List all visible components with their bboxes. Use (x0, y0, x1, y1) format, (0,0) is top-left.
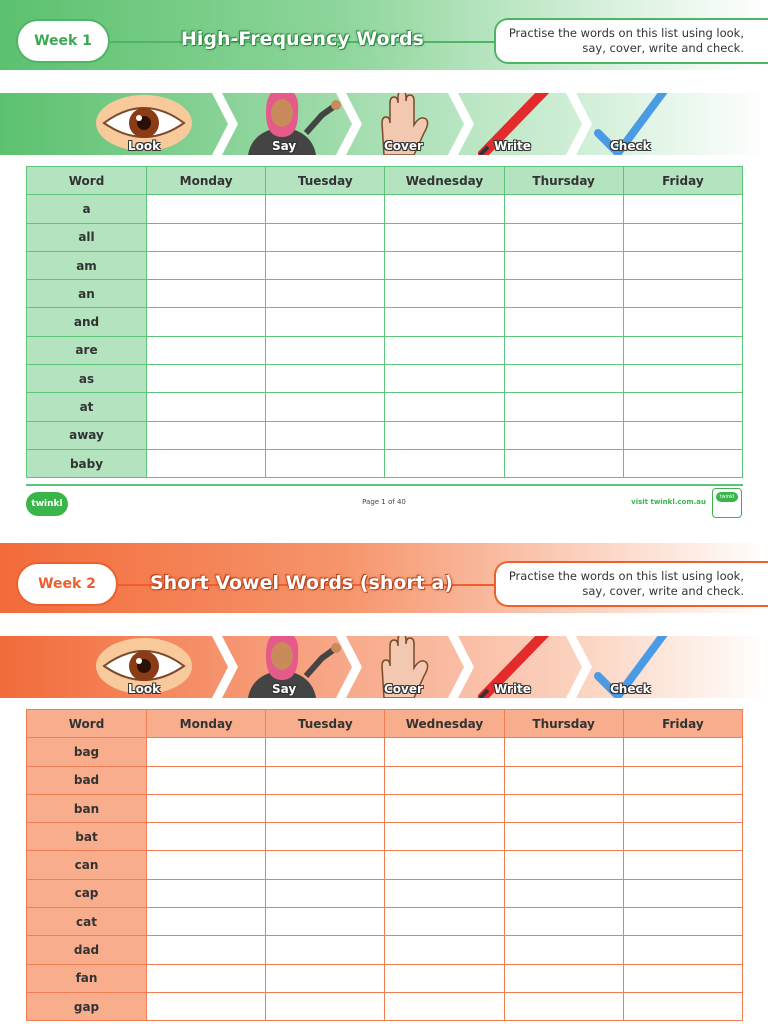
answer-cell-monday[interactable] (147, 336, 266, 364)
answer-cell-wednesday[interactable] (385, 879, 504, 907)
step-look: Look (128, 682, 161, 696)
table-row (27, 964, 743, 992)
step-check: Check (610, 139, 651, 153)
table-row (27, 251, 743, 279)
answer-cell-thursday[interactable] (504, 393, 623, 421)
answer-cell-tuesday[interactable] (266, 365, 385, 393)
answer-cell-friday[interactable] (623, 336, 742, 364)
answer-cell-monday[interactable] (147, 766, 266, 794)
table-row (27, 449, 743, 477)
step-cover: Cover (384, 139, 423, 153)
word-cell: am (27, 251, 147, 279)
answer-cell-thursday[interactable] (504, 766, 623, 794)
visit-link[interactable]: visit twinkl.com.au (631, 498, 706, 506)
answer-cell-wednesday[interactable] (385, 195, 504, 223)
column-header-wednesday: Wednesday (385, 167, 504, 195)
answer-cell-friday[interactable] (623, 195, 742, 223)
steps-band (0, 636, 768, 698)
quality-badge (712, 488, 742, 518)
answer-cell-tuesday[interactable] (266, 851, 385, 879)
word-cell: at (27, 393, 147, 421)
answer-cell-wednesday[interactable] (385, 393, 504, 421)
answer-cell-thursday[interactable] (504, 280, 623, 308)
answer-cell-tuesday[interactable] (266, 223, 385, 251)
word-cell: bad (27, 766, 147, 794)
answer-cell-thursday[interactable] (504, 251, 623, 279)
answer-cell-thursday[interactable] (504, 421, 623, 449)
step-say: Say (272, 682, 297, 696)
answer-cell-monday[interactable] (147, 449, 266, 477)
answer-cell-thursday[interactable] (504, 195, 623, 223)
answer-cell-friday[interactable] (623, 936, 742, 964)
answer-cell-wednesday[interactable] (385, 964, 504, 992)
twinkl-logo: twinkl (26, 492, 68, 516)
answer-cell-monday[interactable] (147, 936, 266, 964)
answer-cell-tuesday[interactable] (266, 738, 385, 766)
word-cell: all (27, 223, 147, 251)
answer-cell-tuesday[interactable] (266, 766, 385, 794)
answer-cell-thursday[interactable] (504, 308, 623, 336)
answer-cell-friday[interactable] (623, 280, 742, 308)
answer-cell-monday[interactable] (147, 879, 266, 907)
column-header-monday: Monday (147, 167, 266, 195)
word-cell: ban (27, 794, 147, 822)
step-look: Look (128, 139, 161, 153)
answer-cell-tuesday[interactable] (266, 336, 385, 364)
answer-cell-wednesday[interactable] (385, 280, 504, 308)
answer-cell-friday[interactable] (623, 851, 742, 879)
answer-cell-wednesday[interactable] (385, 336, 504, 364)
week1-header (0, 0, 768, 70)
word-cell: an (27, 280, 147, 308)
column-header-word: Word (27, 167, 147, 195)
answer-cell-thursday[interactable] (504, 223, 623, 251)
answer-cell-wednesday[interactable] (385, 421, 504, 449)
steps-band (0, 93, 768, 155)
table-body (27, 738, 743, 1021)
table-row (27, 992, 743, 1020)
instructions: Practise the words on this list using look, say, cover, write and check. (494, 561, 768, 607)
answer-cell-friday[interactable] (623, 738, 742, 766)
column-header-monday: Monday (147, 710, 266, 738)
table-row (27, 851, 743, 879)
answer-cell-monday[interactable] (147, 251, 266, 279)
answer-cell-friday[interactable] (623, 421, 742, 449)
word-cell: gap (27, 992, 147, 1020)
step-write: Write (494, 682, 531, 696)
step-say: Say (272, 139, 297, 153)
answer-cell-thursday[interactable] (504, 794, 623, 822)
answer-cell-tuesday[interactable] (266, 823, 385, 851)
answer-cell-wednesday[interactable] (385, 449, 504, 477)
answer-cell-friday[interactable] (623, 766, 742, 794)
table-row (27, 195, 743, 223)
answer-cell-wednesday[interactable] (385, 251, 504, 279)
answer-cell-friday[interactable] (623, 964, 742, 992)
answer-cell-thursday[interactable] (504, 936, 623, 964)
table-row (27, 393, 743, 421)
column-header-wednesday: Wednesday (385, 710, 504, 738)
table-header-row (27, 710, 743, 738)
table-row (27, 936, 743, 964)
word-cell: can (27, 851, 147, 879)
answer-cell-friday[interactable] (623, 823, 742, 851)
word-cell: as (27, 365, 147, 393)
word-table (26, 166, 743, 478)
answer-cell-tuesday[interactable] (266, 908, 385, 936)
table-row (27, 738, 743, 766)
answer-cell-wednesday[interactable] (385, 992, 504, 1020)
answer-cell-thursday[interactable] (504, 365, 623, 393)
week2-header (0, 543, 768, 613)
column-header-tuesday: Tuesday (266, 710, 385, 738)
answer-cell-friday[interactable] (623, 992, 742, 1020)
answer-cell-friday[interactable] (623, 251, 742, 279)
column-header-tuesday: Tuesday (266, 167, 385, 195)
answer-cell-thursday[interactable] (504, 908, 623, 936)
answer-cell-thursday[interactable] (504, 964, 623, 992)
word-cell: cap (27, 879, 147, 907)
table-row (27, 336, 743, 364)
word-cell: bat (27, 823, 147, 851)
table-row (27, 823, 743, 851)
footer-line (26, 484, 743, 486)
column-header-word: Word (27, 710, 147, 738)
step-write: Write (494, 139, 531, 153)
answer-cell-thursday[interactable] (504, 336, 623, 364)
answer-cell-tuesday[interactable] (266, 195, 385, 223)
word-cell: bag (27, 738, 147, 766)
word-cell: baby (27, 449, 147, 477)
word-cell: fan (27, 964, 147, 992)
answer-cell-wednesday[interactable] (385, 936, 504, 964)
answer-cell-friday[interactable] (623, 879, 742, 907)
week2-section (0, 543, 768, 1024)
answer-cell-friday[interactable] (623, 365, 742, 393)
column-header-thursday: Thursday (504, 710, 623, 738)
answer-cell-tuesday[interactable] (266, 964, 385, 992)
answer-cell-thursday[interactable] (504, 449, 623, 477)
page-title: High-Frequency Words (181, 28, 424, 50)
answer-cell-tuesday[interactable] (266, 879, 385, 907)
word-cell: dad (27, 936, 147, 964)
answer-cell-tuesday[interactable] (266, 794, 385, 822)
answer-cell-friday[interactable] (623, 223, 742, 251)
step-cover: Cover (384, 682, 423, 696)
table-row (27, 908, 743, 936)
answer-cell-tuesday[interactable] (266, 251, 385, 279)
answer-cell-monday[interactable] (147, 992, 266, 1020)
answer-cell-monday[interactable] (147, 908, 266, 936)
answer-cell-tuesday[interactable] (266, 992, 385, 1020)
answer-cell-wednesday[interactable] (385, 794, 504, 822)
answer-cell-thursday[interactable] (504, 992, 623, 1020)
answer-cell-monday[interactable] (147, 393, 266, 421)
week-pill: Week 2 (16, 562, 118, 606)
badge-label: twinkl (716, 492, 738, 502)
answer-cell-friday[interactable] (623, 449, 742, 477)
week-pill: Week 1 (16, 19, 110, 63)
answer-cell-monday[interactable] (147, 823, 266, 851)
table-row (27, 879, 743, 907)
column-header-thursday: Thursday (504, 167, 623, 195)
answer-cell-monday[interactable] (147, 280, 266, 308)
instructions: Practise the words on this list using look, say, cover, write and check. (494, 18, 768, 64)
column-header-friday: Friday (623, 710, 742, 738)
answer-cell-wednesday[interactable] (385, 908, 504, 936)
answer-cell-monday[interactable] (147, 738, 266, 766)
word-cell: cat (27, 908, 147, 936)
answer-cell-wednesday[interactable] (385, 851, 504, 879)
answer-cell-wednesday[interactable] (385, 223, 504, 251)
word-cell: and (27, 308, 147, 336)
answer-cell-tuesday[interactable] (266, 393, 385, 421)
answer-cell-wednesday[interactable] (385, 365, 504, 393)
table-header-row (27, 167, 743, 195)
word-cell: a (27, 195, 147, 223)
page-number: Page 1 of 40 (362, 498, 406, 506)
answer-cell-monday[interactable] (147, 308, 266, 336)
answer-cell-friday[interactable] (623, 393, 742, 421)
answer-cell-wednesday[interactable] (385, 308, 504, 336)
answer-cell-tuesday[interactable] (266, 449, 385, 477)
answer-cell-friday[interactable] (623, 908, 742, 936)
word-cell: are (27, 336, 147, 364)
answer-cell-monday[interactable] (147, 964, 266, 992)
answer-cell-thursday[interactable] (504, 738, 623, 766)
column-header-friday: Friday (623, 167, 742, 195)
word-table (26, 709, 743, 1021)
table-row (27, 280, 743, 308)
answer-cell-wednesday[interactable] (385, 823, 504, 851)
answer-cell-tuesday[interactable] (266, 308, 385, 336)
answer-cell-monday[interactable] (147, 794, 266, 822)
table-body (27, 195, 743, 478)
answer-cell-thursday[interactable] (504, 879, 623, 907)
answer-cell-monday[interactable] (147, 223, 266, 251)
answer-cell-tuesday[interactable] (266, 421, 385, 449)
answer-cell-tuesday[interactable] (266, 936, 385, 964)
footer (0, 484, 768, 524)
answer-cell-monday[interactable] (147, 851, 266, 879)
answer-cell-monday[interactable] (147, 421, 266, 449)
answer-cell-wednesday[interactable] (385, 738, 504, 766)
page-title: Short Vowel Words (short a) (150, 572, 453, 594)
answer-cell-friday[interactable] (623, 308, 742, 336)
answer-cell-thursday[interactable] (504, 823, 623, 851)
table-row (27, 308, 743, 336)
answer-cell-tuesday[interactable] (266, 280, 385, 308)
answer-cell-wednesday[interactable] (385, 766, 504, 794)
table-row (27, 794, 743, 822)
answer-cell-thursday[interactable] (504, 851, 623, 879)
table-row (27, 223, 743, 251)
step-check: Check (610, 682, 651, 696)
table-row (27, 421, 743, 449)
answer-cell-friday[interactable] (623, 794, 742, 822)
week1-section (0, 0, 768, 509)
answer-cell-monday[interactable] (147, 195, 266, 223)
table-row (27, 365, 743, 393)
word-cell: away (27, 421, 147, 449)
table-row (27, 766, 743, 794)
answer-cell-monday[interactable] (147, 365, 266, 393)
